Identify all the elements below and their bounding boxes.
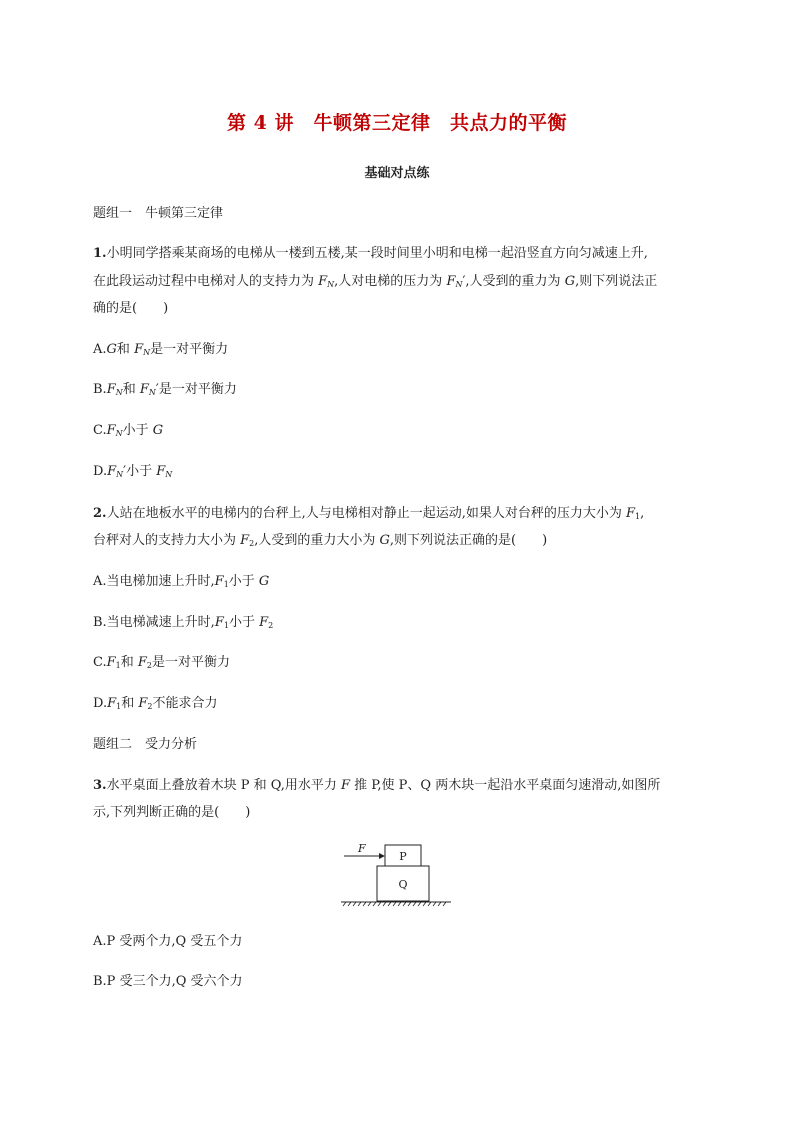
q2-text-2c: ,则下列说法正确的是( ) bbox=[389, 533, 548, 548]
subscript-N: N bbox=[143, 348, 151, 357]
symbol-F: F bbox=[156, 464, 166, 479]
symbol-F: F bbox=[139, 382, 149, 397]
q2-option-d bbox=[93, 694, 218, 717]
symbol-F: F bbox=[107, 696, 117, 711]
option-label: B. bbox=[93, 382, 107, 397]
page-title: 第 4 讲 牛顿第三定律 共点力的平衡 bbox=[227, 112, 567, 134]
symbol-G: G bbox=[152, 423, 164, 438]
section-subtitle: 基础对点练 bbox=[364, 166, 430, 181]
option-text: 和 bbox=[120, 655, 138, 670]
q3-line-1 bbox=[93, 776, 660, 796]
q1-line-3: 确的是( ) bbox=[93, 301, 169, 316]
q3-text-1b: 推 P,使 P、Q 两木块一起沿水平桌面匀速滑动,如图所 bbox=[350, 778, 661, 793]
option-label: D. bbox=[93, 464, 108, 479]
symbol-F: F bbox=[106, 382, 116, 397]
q1-line-2 bbox=[93, 272, 657, 295]
q3-number: 3. bbox=[93, 778, 107, 793]
table-surface bbox=[341, 902, 451, 906]
option-text: 小于 bbox=[122, 423, 153, 438]
option-label: C. bbox=[93, 655, 107, 670]
option-text: 和 bbox=[116, 342, 135, 357]
option-label: D. bbox=[93, 696, 108, 711]
q2-line-2 bbox=[93, 531, 547, 554]
q2-text-2a: 台秤对人的支持力大小为 bbox=[93, 533, 241, 548]
subscript-N: N bbox=[455, 280, 463, 289]
q1-text-1: 小明同学搭乘某商场的电梯从一楼到五楼,某一段时间里小明和电梯一起沿竖直方向匀减速上升, bbox=[106, 246, 648, 261]
symbol-F: F bbox=[107, 464, 117, 479]
subscript-2: 2 bbox=[268, 621, 274, 630]
q2-option-c bbox=[93, 653, 230, 676]
subscript-N: N bbox=[165, 470, 173, 479]
option-label: C. bbox=[93, 423, 107, 438]
option-text: 是一对平衡力 bbox=[158, 382, 237, 397]
symbol-F: F bbox=[240, 533, 250, 548]
q1-line-1 bbox=[93, 244, 648, 264]
q3-text-1a: 水平桌面上叠放着木块 P 和 Q,用水平力 bbox=[106, 778, 341, 793]
subscript-N: N bbox=[115, 429, 123, 438]
symbol-F: F bbox=[259, 615, 269, 630]
subscript-N: N bbox=[148, 388, 156, 397]
prime-mark: ′ bbox=[155, 382, 159, 397]
q2-number: 2. bbox=[93, 506, 107, 521]
symbol-F: F bbox=[341, 778, 351, 793]
option-text: 和 bbox=[121, 696, 139, 711]
q3-option-b: B.P 受三个力,Q 受六个力 bbox=[93, 974, 243, 989]
symbol-F: F bbox=[446, 274, 456, 289]
symbol-F: F bbox=[106, 423, 116, 438]
q3-option-a: A.P 受两个力,Q 受五个力 bbox=[93, 934, 243, 949]
option-text: A.当电梯加速上升时, bbox=[93, 574, 215, 589]
symbol-F: F bbox=[138, 696, 148, 711]
subscript-2: 2 bbox=[249, 539, 255, 548]
q2-text-1a: 人站在地板水平的电梯内的台秤上,人与电梯相对静止一起运动,如果人对台秤的压力大小为 bbox=[106, 506, 626, 521]
q1-text-2c: ,人受到的重力为 bbox=[465, 274, 565, 289]
symbol-F: F bbox=[106, 655, 116, 670]
q1-number: 1. bbox=[93, 246, 107, 261]
q2-text-1b: , bbox=[640, 506, 645, 521]
q1-text-2b: ,人对电梯的压力为 bbox=[334, 274, 447, 289]
subscript-1: 1 bbox=[223, 621, 229, 630]
q2-option-b bbox=[93, 613, 273, 636]
subscript-1: 1 bbox=[223, 580, 229, 589]
subscript-2: 2 bbox=[147, 702, 153, 711]
q1-option-a bbox=[93, 340, 228, 363]
block-q-label: Q bbox=[398, 878, 408, 891]
prime-mark: ′ bbox=[462, 274, 466, 289]
block-p-label: P bbox=[399, 850, 407, 863]
force-label: F bbox=[358, 842, 366, 855]
subscript-1: 1 bbox=[635, 512, 641, 521]
block-diagram bbox=[338, 838, 458, 918]
option-text: 小于 bbox=[126, 464, 157, 479]
symbol-F: F bbox=[214, 574, 224, 589]
option-label: A. bbox=[93, 342, 107, 357]
subscript-2: 2 bbox=[146, 661, 153, 670]
q2-text-2b: ,人受到的重力大小为 bbox=[254, 533, 380, 548]
symbol-F: F bbox=[137, 655, 147, 670]
option-text: 不能求合力 bbox=[152, 696, 218, 711]
symbol-F: F bbox=[214, 615, 224, 630]
subscript-N: N bbox=[116, 470, 124, 479]
option-text: 小于 bbox=[228, 574, 259, 589]
group-heading-1: 题组一 牛顿第三定律 bbox=[93, 206, 224, 221]
q1-option-c bbox=[93, 421, 163, 444]
option-text: 是一对平衡力 bbox=[152, 655, 231, 670]
prime-mark: ′ bbox=[123, 464, 127, 479]
option-text: B.当电梯减速上升时, bbox=[93, 615, 215, 630]
q1-text-2d: ,则下列说法正 bbox=[575, 274, 658, 289]
option-text: 是一对平衡力 bbox=[150, 342, 229, 357]
q2-option-a bbox=[93, 572, 269, 595]
subscript-N: N bbox=[115, 388, 123, 397]
symbol-G: G bbox=[379, 533, 390, 548]
symbol-F: F bbox=[134, 342, 144, 357]
symbol-G: G bbox=[258, 574, 270, 589]
q1-option-d bbox=[93, 462, 172, 485]
symbol-F: F bbox=[318, 274, 328, 289]
q1-option-b bbox=[93, 380, 237, 403]
option-text: 和 bbox=[122, 382, 140, 397]
group-heading-2: 题组二 受力分析 bbox=[93, 737, 198, 752]
symbol-F: F bbox=[625, 506, 636, 521]
symbol-G: G bbox=[106, 342, 117, 357]
q2-line-1 bbox=[93, 504, 644, 527]
q3-line-2: 示,下列判断正确的是( ) bbox=[93, 805, 251, 820]
subscript-N: N bbox=[327, 280, 335, 289]
q1-text-2a: 在此段运动过程中电梯对人的支持力为 bbox=[93, 274, 319, 289]
subscript-1: 1 bbox=[116, 702, 122, 711]
option-text: 小于 bbox=[228, 615, 260, 630]
symbol-G: G bbox=[564, 274, 576, 289]
subscript-1: 1 bbox=[115, 661, 121, 670]
